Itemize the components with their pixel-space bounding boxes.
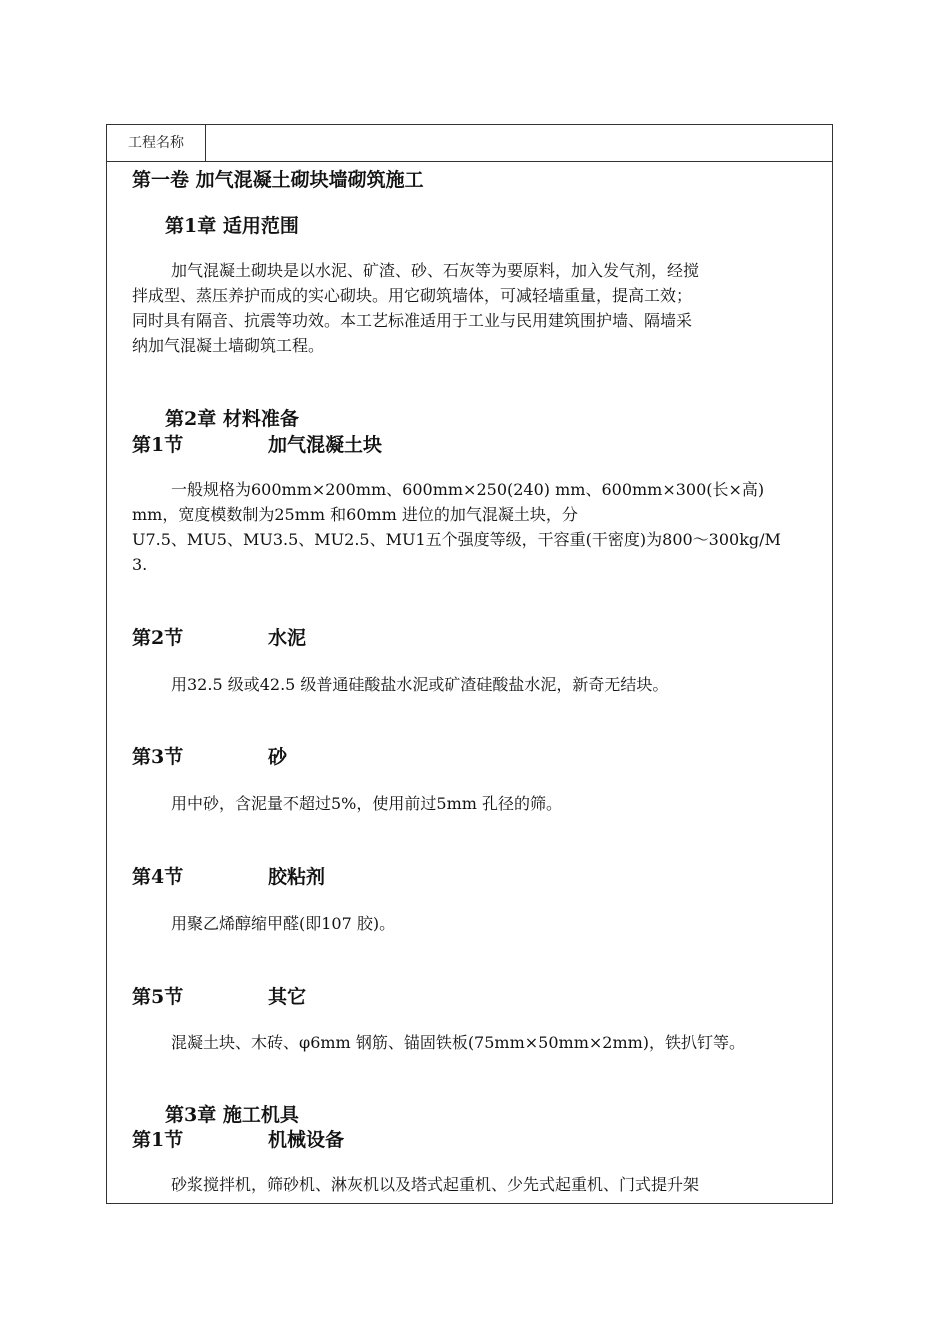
chapter-2-title: 第2章 材料准备 xyxy=(165,408,299,430)
section-number: 第5节 xyxy=(132,986,184,1008)
project-name-label: 工程名称 xyxy=(107,125,206,161)
chapter-1-para-line: 纳加气混凝土墙砌筑工程。 xyxy=(132,336,325,355)
section-text-line: 3. xyxy=(132,555,148,574)
section-name: 砂 xyxy=(268,746,288,768)
section-name: 胶粘剂 xyxy=(268,866,326,888)
section-number: 第2节 xyxy=(132,627,184,649)
document-frame xyxy=(106,124,833,1204)
section-name: 水泥 xyxy=(268,627,307,649)
section-number: 第3节 xyxy=(132,746,184,768)
project-name-value[interactable] xyxy=(206,125,832,161)
section-text-line: 混凝土块、木砖、φ6mm 钢筋、锚固铁板(75mm×50mm×2mm)，铁扒钉等。 xyxy=(171,1033,746,1052)
section-text-line: 砂浆搅拌机，筛砂机、淋灰机以及塔式起重机、少先式起重机、门式提升架 xyxy=(171,1175,700,1194)
section-text-line: mm，宽度模数制为25mm 和60mm 进位的加气混凝土块，分 xyxy=(132,505,578,524)
volume-title: 第一卷 加气混凝土砌块墙砌筑施工 xyxy=(132,169,424,191)
chapter-1-title: 第1章 适用范围 xyxy=(165,215,299,237)
section-text-line: 用聚乙烯醇缩甲醛(即107 胶)。 xyxy=(171,914,396,933)
chapter-1-para-line: 同时具有隔音、抗震等功效。本工艺标准适用于工业与民用建筑围护墙、隔墙采 xyxy=(132,311,693,330)
chapter-1-para-line: 拌成型、蒸压养护而成的实心砌块。用它砌筑墙体，可减轻墙重量，提高工效； xyxy=(132,286,693,305)
section-number: 第4节 xyxy=(132,866,184,888)
chapter-3-title: 第3章 施工机具 xyxy=(165,1104,299,1126)
section-name: 其它 xyxy=(268,986,307,1008)
section-text-line: U7.5、MU5、MU3.5、MU2.5、MU1五个强度等级，干容重(干密度)为800～300kg/M xyxy=(132,530,781,549)
section-text-line: 用32.5 级或42.5 级普通硅酸盐水泥或矿渣硅酸盐水泥，新奇无结块。 xyxy=(171,675,669,694)
header-row xyxy=(107,125,832,162)
section-number: 第1节 xyxy=(132,434,184,456)
section-number: 第1节 xyxy=(132,1129,184,1151)
section-name: 加气混凝土块 xyxy=(268,434,383,456)
section-name: 机械设备 xyxy=(268,1129,345,1151)
chapter-1-para-line: 加气混凝土砌块是以水泥、矿渣、砂、石灰等为要原料，加入发气剂，经搅 xyxy=(171,261,700,280)
section-text-line: 用中砂，含泥量不超过5%，使用前过5mm 孔径的筛。 xyxy=(171,794,562,813)
section-text-line: 一般规格为600mm×200mm、600mm×250(240) mm、600mm×300(长×高) xyxy=(171,480,765,499)
